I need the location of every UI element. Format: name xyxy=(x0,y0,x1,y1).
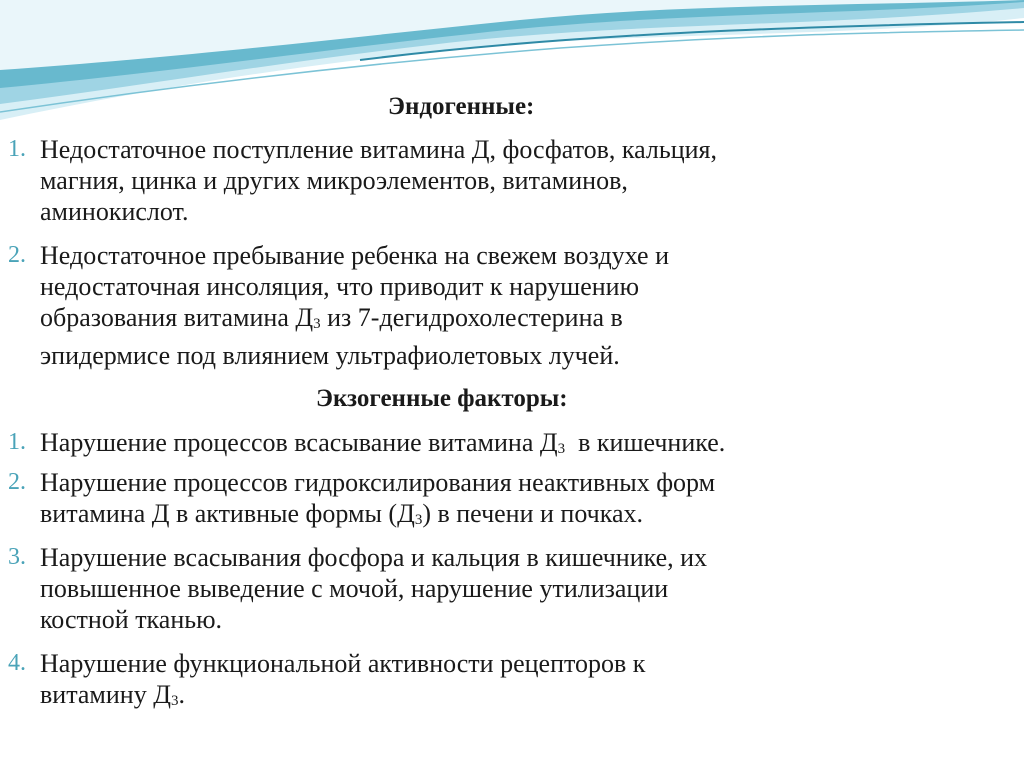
endogenous-heading: Эндогенные: xyxy=(388,93,535,120)
text-fragment: ) в печени и почках. xyxy=(422,499,644,528)
text-line: эпидермисе под влиянием ультрафиолетовых лучей. xyxy=(40,341,620,370)
list-text xyxy=(40,240,1000,371)
list-number: 2. xyxy=(8,469,26,495)
text-fragment: витамину Д xyxy=(40,680,171,709)
text-line: Нарушение всасывания фосфора и кальция в кишечнике, их xyxy=(40,543,708,572)
text-line xyxy=(40,679,1000,717)
list-text xyxy=(40,134,1000,227)
text-line xyxy=(40,498,1000,536)
list-text xyxy=(40,467,1000,536)
list-number: 2. xyxy=(8,242,26,268)
text-line: Недостаточное пребывание ребенка на свежем воздухе и xyxy=(40,241,669,270)
text-line: Недостаточное поступление витамина Д, фосфатов, кальция, xyxy=(40,135,718,164)
text-line: Нарушение процессов гидроксилирования неактивных форм xyxy=(40,468,716,497)
list-number: 3. xyxy=(8,544,26,570)
list-number: 1. xyxy=(8,136,26,162)
list-number: 1. xyxy=(8,429,26,455)
slide-content xyxy=(0,92,1024,752)
subscript: 3 xyxy=(414,512,423,528)
text-line: аминокислот. xyxy=(40,197,189,226)
text-line xyxy=(40,302,1000,340)
subscript: 3 xyxy=(170,693,179,709)
text-fragment: из 7-дегидрохолестерина в xyxy=(320,303,623,332)
text-fragment: в кишечнике. xyxy=(565,428,726,457)
subscript: 3 xyxy=(313,316,321,332)
text-line: магния, цинка и других микроэлементов, витаминов, xyxy=(40,166,628,195)
text-fragment: . xyxy=(178,680,185,709)
text-line: повышенное выведение с мочой, нарушение утилизации xyxy=(40,574,669,603)
exogenous-heading: Экзогенные факторы: xyxy=(316,385,568,412)
text-line xyxy=(40,427,1000,465)
list-text xyxy=(40,542,1000,635)
text-line: костной тканью. xyxy=(40,605,223,634)
list-text xyxy=(40,427,1000,465)
list-number: 4. xyxy=(8,650,26,676)
text-fragment: витамина Д в активные формы (Д xyxy=(40,499,415,528)
list-text xyxy=(40,648,1000,717)
text-fragment: Нарушение процессов всасывание витамина Д xyxy=(40,428,558,457)
text-line: Нарушение функциональной активности рецепторов к xyxy=(40,649,646,678)
text-fragment: образования витамина Д xyxy=(40,303,314,332)
subscript: 3 xyxy=(557,441,566,457)
text-line: недостаточная инсоляция, что приводит к нарушению xyxy=(40,272,639,301)
